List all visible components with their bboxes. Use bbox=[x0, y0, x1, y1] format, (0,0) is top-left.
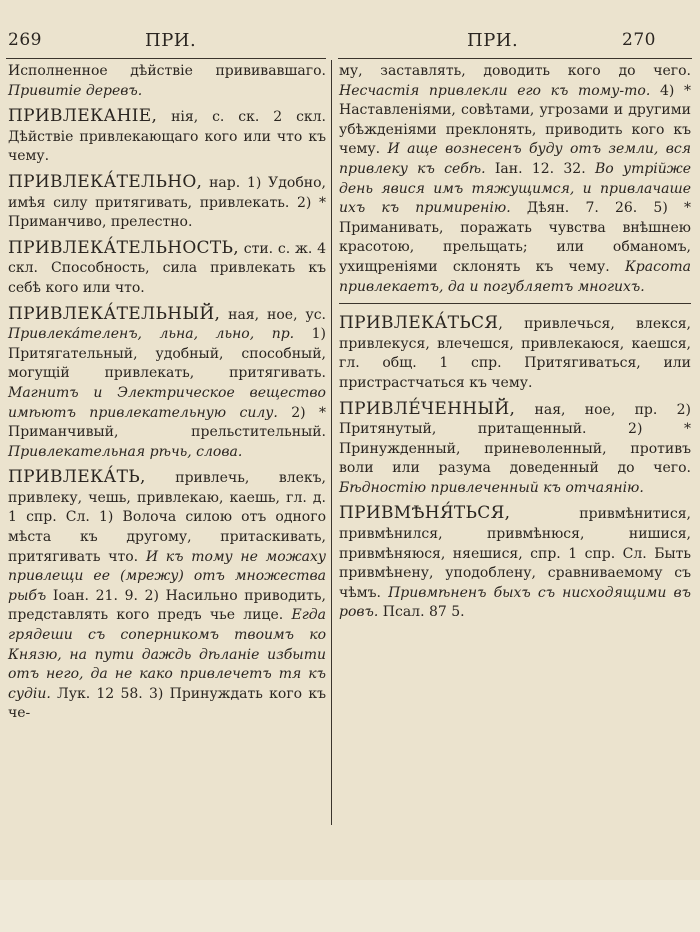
entry-privlekatsya: ПРИВЛЕКА́ТЬСЯ, привлечься, влекся, привлекуся, влечешся, привлекаюся, каешся, гл. общ. 1 спр. Притягиваться, или пристрастчаться къ чему. bbox=[339, 313, 691, 391]
entry-privlekatelnyi: ПРИВЛЕКА́ТЕЛЬНЫЙ, ная, ное, ус. Привлека́теленъ, льна, льно, пр. 1) Притягательный, удобный, способный, могущій привлекать, притягивать. Магнитъ и Электрическое вещество имѣютъ привлекательную силу. 2) * Приманчивый, прельстительный. Привлекательная рѣчь, слова. bbox=[8, 303, 326, 460]
entry-privlekanie: ПРИВЛЕКАНІЕ, нія, с. ск. 2 скл. Дѣйствіе привлекающаго кого или что къ чему. bbox=[8, 106, 326, 165]
entry-privmenyatsya: ПРИВМѢНЯ́ТЬСЯ, привмѣнитися, привмѣнился, привмѣнюся, нишися, привмѣняюся, няешися, спр. 1 спр. Сл. Быть привмѣнену, уподоблену, сравниваемому съ чѣмъ. Привмѣненъ быхъ съ нисходящими въ ровъ. Псал. 87 5. bbox=[339, 503, 691, 621]
entry-continuation: му, заставлять, доводить кого до чего. Несчастія привлекли его къ тому-то. 4) * Наставленіями, совѣтами, угрозами и другими убѣжденіями преклонять, приводить кого къ чему. И аще вознесенъ буду отъ земли, вся привлеку къ себѣ. Іан. 12. 32. Во утрійже день явися имъ тяжущимся, и привлачаше ихъ къ примиренію. Дѣян. 7. 26. 5) * Приманивать, поражать чувства внѣшнею красотою, прельщать; или обманомъ, ухищреніями склонять къ чему. Красота привлекаетъ, да и погубляетъ многихъ. bbox=[339, 63, 691, 295]
entry-divider bbox=[339, 303, 691, 304]
page-number-right: 270 bbox=[622, 30, 656, 50]
entry-privlechennyi: ПРИВЛЕ́ЧЕННЫЙ, ная, ное, пр. 2) Притянутый, притащенный. 2) * Принужденный, приневоленный, противъ воли или разума доведенный до чего. Бѣдностію привлеченный къ отчаянію. bbox=[339, 398, 691, 496]
entry-headword: ПРИВЛЕКА́ТЬ, bbox=[8, 467, 146, 488]
page-margin-bottom bbox=[0, 880, 700, 932]
entry-headword: ПРИВЛЕКА́ТЕЛЬНЫЙ, bbox=[8, 303, 221, 324]
entry-headword: ПРИВЛЕКА́ТЕЛЬНОСТЬ, bbox=[8, 237, 239, 258]
entry-privlekatelnost: ПРИВЛЕКА́ТЕЛЬНОСТЬ, сти. с. ж. 4 скл. Способность, сила привлекать къ себѣ кого или что. bbox=[8, 237, 326, 296]
running-head-left: ПРИ. bbox=[145, 30, 197, 51]
entry-headword: ПРИВЛЕКА́ТЕЛЬНО, bbox=[8, 171, 203, 192]
entry-privlekat: ПРИВЛЕКА́ТЬ, привлечь, влекъ, привлеку, чешь, привлекаю, каешь, гл. д. 1 спр. Сл. 1) Волоча силою отъ одного мѣста къ другому, притаскивать, притягивать что. И къ тому не можаху привлещи ее (мрежу) отъ множества рыбъ Іоан. 21. 9. 2) Насильно приводить, представлять кого предъ чье лице. Егда грядеши съ соперникомъ твоимъ ко Князю, на пути даждь дѣланіе избыти отъ него, да не како привлечетъ тя къ судіи. Лук. 12 58. 3) Принуждать кого къ че- bbox=[8, 467, 326, 722]
entry-headword: ПРИВМѢНЯ́ТЬСЯ, bbox=[339, 503, 511, 524]
page-number-left: 269 bbox=[8, 30, 42, 50]
entry-headword: ПРИВЛЕКА́ТЬСЯ bbox=[339, 313, 499, 334]
right-column bbox=[339, 62, 691, 623]
running-head-right: ПРИ. bbox=[467, 30, 519, 51]
header-rule-right bbox=[338, 58, 692, 59]
entry-headword: ПРИВЛЕКАНІЕ, bbox=[8, 106, 158, 127]
entry-continuation: Исполненное дѣйствіе прививавшаго. Привитіе деревъ. bbox=[8, 63, 326, 99]
entry-privlekatelno: ПРИВЛЕКА́ТЕЛЬНО, нар. 1) Удобно, имѣя силу притягивать, привлекать. 2) * Приманчиво, прелестно. bbox=[8, 171, 326, 231]
header-rule-left bbox=[6, 58, 326, 59]
column-separator bbox=[331, 60, 332, 825]
left-column bbox=[8, 62, 326, 724]
entry-headword: ПРИВЛЕ́ЧЕННЫЙ, bbox=[339, 398, 516, 419]
